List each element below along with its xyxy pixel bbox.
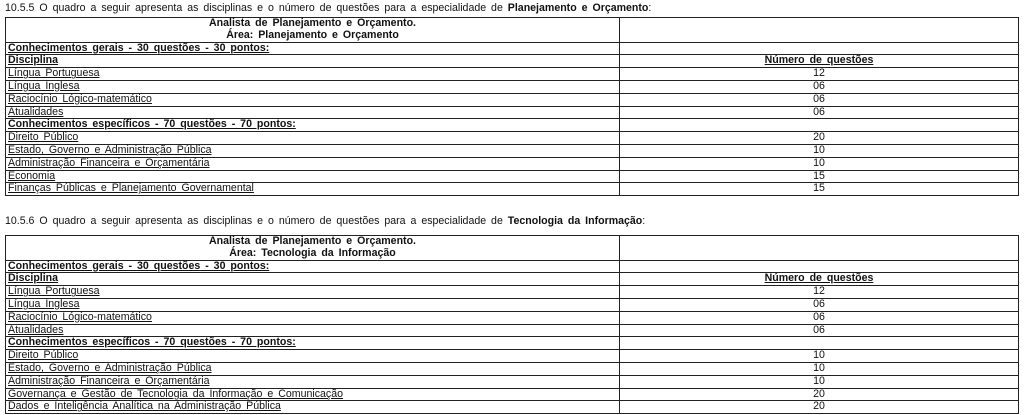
col-numero: Número de questões xyxy=(620,273,1019,286)
question-count: 06 xyxy=(620,80,1019,93)
column-header-row xyxy=(6,55,1019,68)
subject-name: Raciocínio Lógico-matemático xyxy=(6,311,620,324)
question-count: 15 xyxy=(620,183,1019,196)
question-count: 10 xyxy=(620,362,1019,375)
table-header xyxy=(6,236,620,261)
subject-name: Dados e Inteligência Analítica na Administração Pública xyxy=(6,401,620,414)
intro-specialty: Planejamento e Orçamento xyxy=(507,2,649,14)
intro-specialty: Tecnologia da Informação xyxy=(507,215,643,227)
especificos-title: Conhecimentos específicos - 70 questões - 70 pontos: xyxy=(6,119,620,132)
subject-name: Finanças Públicas e Planejamento Governamental xyxy=(6,183,620,196)
section-title-row xyxy=(6,260,1019,273)
questions-table xyxy=(5,235,1019,414)
header-empty-cell xyxy=(620,236,1019,261)
subject-name: Língua Portuguesa xyxy=(6,286,620,299)
question-count: 20 xyxy=(620,401,1019,414)
subject-name: Governança e Gestão de Tecnologia da Informação e Comunicação xyxy=(6,388,620,401)
intro-text: 10.5.6 O quadro a seguir apresenta as disciplinas e o número de questões para a especialidade de xyxy=(5,215,508,227)
subject-name: Língua Inglesa xyxy=(6,298,620,311)
empty-cell xyxy=(620,337,1019,350)
header-line-2: Área: Tecnologia da Informação xyxy=(229,246,396,259)
table-row xyxy=(6,132,1019,145)
table-row xyxy=(6,298,1019,311)
subject-name: Língua Portuguesa xyxy=(6,68,620,81)
table-row xyxy=(6,93,1019,106)
question-count: 06 xyxy=(620,324,1019,337)
question-count: 20 xyxy=(620,388,1019,401)
table-header-row xyxy=(6,18,1019,43)
header-empty-cell xyxy=(620,18,1019,43)
section-title-row xyxy=(6,119,1019,132)
empty-cell xyxy=(620,119,1019,132)
column-header-row xyxy=(6,273,1019,286)
intro-suffix: : xyxy=(648,2,652,14)
subject-name: Direito Público xyxy=(6,350,620,363)
col-disciplina: Disciplina xyxy=(6,273,620,286)
subject-name: Atualidades xyxy=(6,106,620,119)
table-header xyxy=(6,18,620,43)
subject-name: Raciocínio Lógico-matemático xyxy=(6,93,620,106)
table-row xyxy=(6,375,1019,388)
header-line-2: Área: Planejamento e Orçamento xyxy=(226,28,399,41)
question-count: 20 xyxy=(620,132,1019,145)
question-count: 10 xyxy=(620,157,1019,170)
header-line-1: Analista de Planejamento e Orçamento. xyxy=(209,17,416,29)
subject-name: Estado, Governo e Administração Pública xyxy=(6,362,620,375)
table-row xyxy=(6,170,1019,183)
table-row xyxy=(6,324,1019,337)
table-row xyxy=(6,106,1019,119)
table-row xyxy=(6,80,1019,93)
subject-name: Economia xyxy=(6,170,620,183)
especificos-title: Conhecimentos específicos - 70 questões - 70 pontos: xyxy=(6,337,620,350)
col-numero: Número de questões xyxy=(620,55,1019,68)
table-row xyxy=(6,157,1019,170)
header-line-1: Analista de Planejamento e Orçamento. xyxy=(209,235,416,247)
section-intro xyxy=(5,215,645,227)
table-row xyxy=(6,350,1019,363)
question-count: 06 xyxy=(620,106,1019,119)
table-row xyxy=(6,286,1019,299)
table-row xyxy=(6,144,1019,157)
gerais-title: Conhecimentos gerais - 30 questões - 30 pontos: xyxy=(6,260,620,273)
section-intro xyxy=(5,2,651,14)
subject-name: Direito Público xyxy=(6,132,620,145)
table-row xyxy=(6,68,1019,81)
section-title-row xyxy=(6,337,1019,350)
subject-name: Atualidades xyxy=(6,324,620,337)
question-count: 12 xyxy=(620,286,1019,299)
table-row xyxy=(6,311,1019,324)
question-count: 10 xyxy=(620,144,1019,157)
questions-table xyxy=(5,17,1019,196)
table-row xyxy=(6,401,1019,414)
subject-name: Língua Inglesa xyxy=(6,80,620,93)
intro-text: 10.5.5 O quadro a seguir apresenta as disciplinas e o número de questões para a especialidade de xyxy=(5,2,508,14)
col-disciplina: Disciplina xyxy=(6,55,620,68)
table-row xyxy=(6,362,1019,375)
empty-cell xyxy=(620,260,1019,273)
table-row xyxy=(6,388,1019,401)
question-count: 10 xyxy=(620,375,1019,388)
empty-cell xyxy=(620,42,1019,55)
table-row xyxy=(6,183,1019,196)
question-count: 15 xyxy=(620,170,1019,183)
question-count: 06 xyxy=(620,311,1019,324)
question-count: 06 xyxy=(620,298,1019,311)
question-count: 10 xyxy=(620,350,1019,363)
subject-name: Estado, Governo e Administração Pública xyxy=(6,144,620,157)
subject-name: Administração Financeira e Orçamentária xyxy=(6,375,620,388)
section-title-row xyxy=(6,42,1019,55)
intro-suffix: : xyxy=(642,215,646,227)
subject-name: Administração Financeira e Orçamentária xyxy=(6,157,620,170)
question-count: 12 xyxy=(620,68,1019,81)
table-header-row xyxy=(6,236,1019,261)
question-count: 06 xyxy=(620,93,1019,106)
gerais-title: Conhecimentos gerais - 30 questões - 30 pontos: xyxy=(6,42,620,55)
